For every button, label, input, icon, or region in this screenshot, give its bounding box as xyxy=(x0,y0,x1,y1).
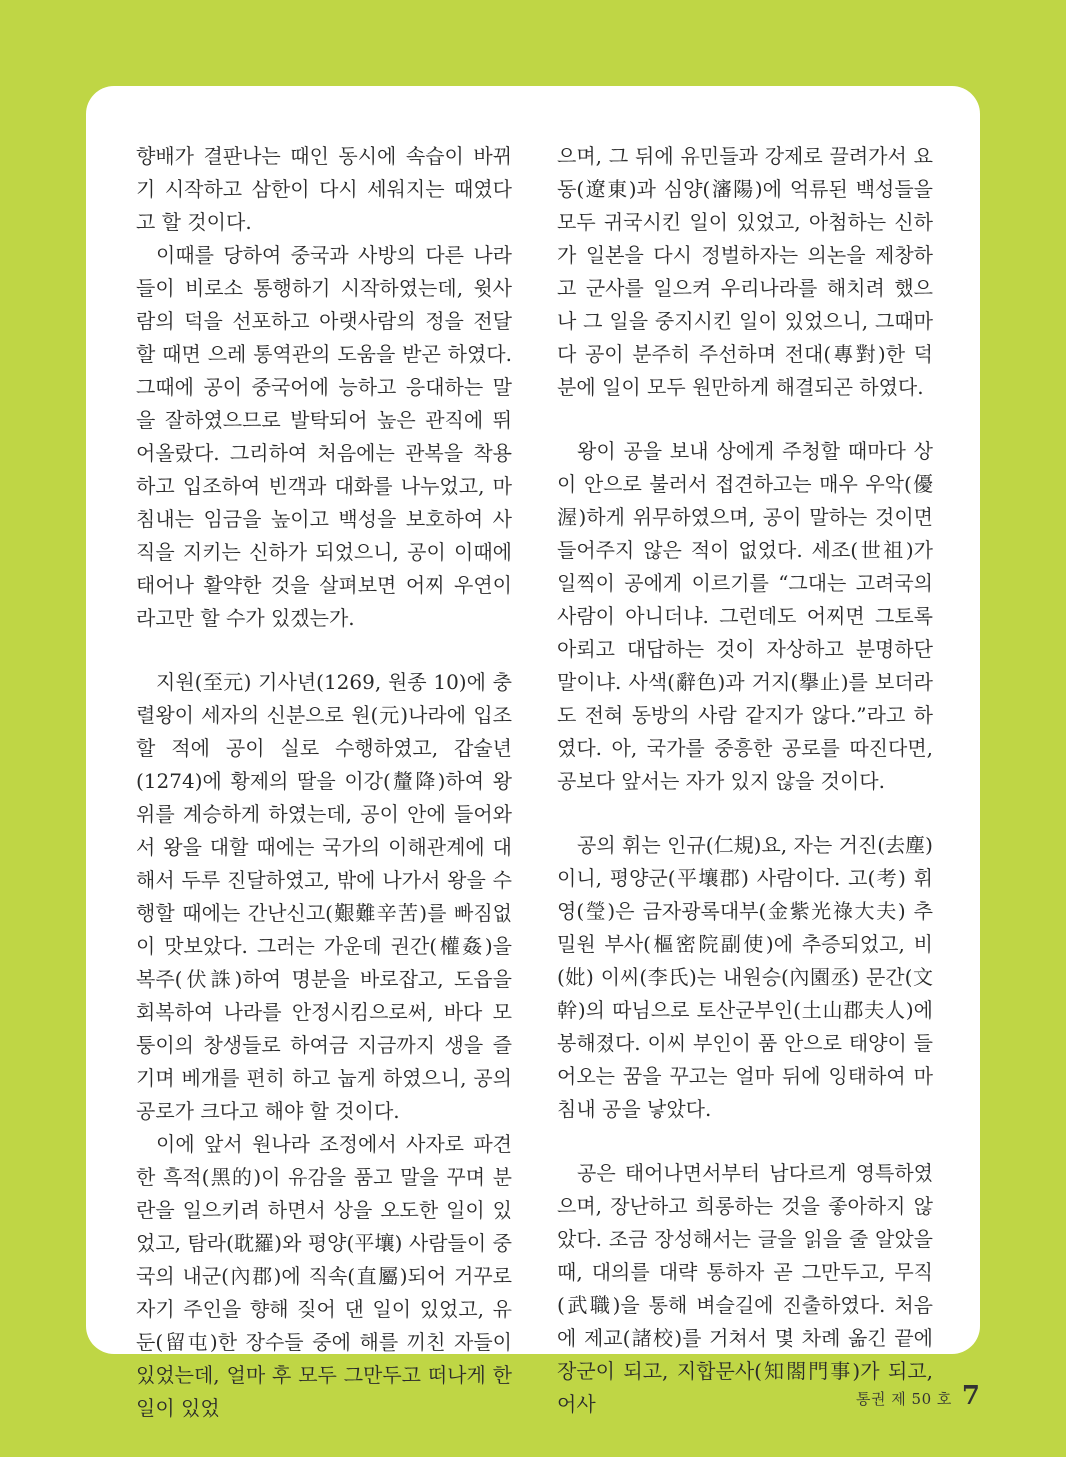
paragraph: 향배가 결판나는 때인 동시에 속습이 바뀌기 시작하고 삼한이 다시 세워지는 때였다고 할 것이다. xyxy=(136,144,512,234)
paragraph-gap xyxy=(557,1126,933,1157)
paragraph: 공은 태어나면서부터 남다르게 영특하였으며, 장난하고 희롱하는 것을 좋아하지 않았다. 조금 장성해서는 글을 읽을 줄 알았을 때, 대의를 대략 통하자 곧 그만두고, 무직(武職)을 통해 벼슬길에 진출하였다. 처음에 제교(諸校)를 거쳐서 몇 차례 옮긴 끝에 장군이 되고, 지합문사(知閤門事)가 되고, 어사 xyxy=(557,1161,933,1416)
paragraph: 이때를 당하여 중국과 사방의 다른 나라들이 비로소 통행하기 시작하였는데, 윗사람의 덕을 선포하고 아랫사람의 정을 전달할 때면 으레 통역관의 도움을 받곤 하였다. 그때에 공이 중국어에 능하고 응대하는 말을 잘하였으므로 발탁되어 높은 관직에 뛰어올랐다. 그리하여 처음에는 관복을 착용하고 입조하여 빈객과 대화를 나누었고, 마침내는 임금을 높이고 백성을 보호하여 사직을 지키는 신하가 되었으니, 공이 이때에 태어나 활약한 것을 살펴보면 어찌 우연이라고만 할 수가 있겠는가. xyxy=(136,243,512,630)
paragraph: 으며, 그 뒤에 유민들과 강제로 끌려가서 요동(遼東)과 심양(瀋陽)에 억류된 백성들을 모두 귀국시킨 일이 있었고, 아첨하는 신하가 일본을 다시 정벌하자는 의논을 제창하고 군사를 일으켜 우리나라를 해치려 했으나 그 일을 중지시킨 일이 있었으니, 그때마다 공이 분주히 주선하며 전대(專對)한 덕분에 일이 모두 원만하게 해결되곤 하였다. xyxy=(557,144,933,399)
issue-label: 통권 제 50 호 xyxy=(856,1390,952,1408)
paragraph-gap xyxy=(557,404,933,435)
page-number: 7 xyxy=(961,1381,980,1411)
paragraph: 이에 앞서 원나라 조정에서 사자로 파견한 흑적(黑的)이 유감을 품고 말을 꾸며 분란을 일으키려 하면서 상을 오도한 일이 있었고, 탐라(耽羅)와 평양(平壤) 사람들이 중국의 내군(內郡)에 직속(直屬)되어 거꾸로 자기 주인을 향해 짖어 댄 일이 있었고, 유둔(留屯)한 장수들 중에 해를 끼친 자들이 있었는데, 얼마 후 모두 그만두고 떠나게 한 일이 있었 xyxy=(136,1132,512,1420)
left-column xyxy=(136,140,512,1425)
paragraph-gap xyxy=(136,635,512,666)
paragraph: 왕이 공을 보내 상에게 주청할 때마다 상이 안으로 불러서 접견하고는 매우 우악(優渥)하게 위무하였으며, 공이 말하는 것이면 들어주지 않은 적이 없었다. 세조(世祖)가 일찍이 공에게 이르기를 “그대는 고려국의 사람이 아니더냐. 그런데도 어찌면 그토록 아뢰고 대답하는 것이 자상하고 분명하단 말이냐. 사색(辭色)과 거지(擧止)를 보더라도 전혀 동방의 사람 같지가 않다.”라고 하였다. 아, 국가를 중흥한 공로를 따진다면, 공보다 앞서는 자가 있지 않을 것이다. xyxy=(557,439,933,793)
paragraph: 공의 휘는 인규(仁規)요, 자는 거진(去塵)이니, 평양군(平壤郡) 사람이다. 고(考) 휘 영(瑩)은 금자광록대부(金紫光祿大夫) 추밀원 부사(樞密院副使)에 추증되었고, 비(妣) 이씨(李氏)는 내원승(內園丞) 문간(文幹)의 따님으로 토산군부인(土山郡夫人)에 봉해졌다. 이씨 부인이 품 안으로 태양이 들어오는 꿈을 꾸고는 얼마 뒤에 잉태하여 마침내 공을 낳았다. xyxy=(557,833,933,1121)
paragraph-gap xyxy=(557,798,933,829)
page-footer xyxy=(856,1381,980,1411)
paragraph: 지원(至元) 기사년(1269, 원종 10)에 충렬왕이 세자의 신분으로 원(元)나라에 입조할 적에 공이 실로 수행하였고, 갑술년(1274)에 황제의 딸을 이강(釐降)하여 왕위를 계승하게 하였는데, 공이 안에 들어와서 왕을 대할 때에는 국가의 이해관계에 대해서 두루 진달하였고, 밖에 나가서 왕을 수행할 때에는 간난신고(艱難辛苦)를 빠짐없이 맛보았다. 그러는 가운데 권간(權姦)을 복주(伏誅)하여 명분을 바로잡고, 도읍을 회복하여 나라를 안정시킴으로써, 바다 모퉁이의 창생들로 하여금 지금까지 생을 즐기며 베개를 편히 하고 눕게 하였으니, 공의 공로가 크다고 해야 할 것이다. xyxy=(136,670,512,1123)
right-column xyxy=(557,140,933,1421)
